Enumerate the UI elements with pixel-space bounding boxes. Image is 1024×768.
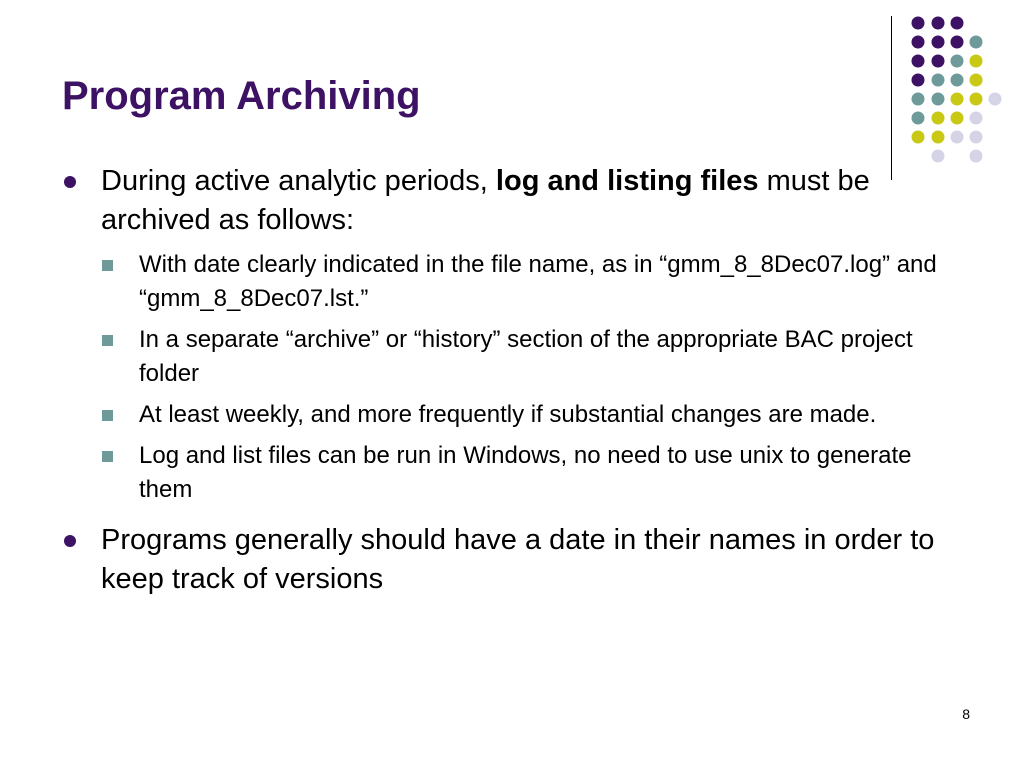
decor-dot-yellow: [951, 112, 964, 125]
sub-bullet-item: [64, 323, 964, 391]
sub-bullet-text: With date clearly indicated in the file name, as in “gmm_8_8Dec07.log” and “gmm_8_8Dec07.lst.”: [139, 251, 937, 312]
square-bullet-icon: [102, 451, 113, 462]
decor-dot-yellow: [912, 131, 925, 144]
slide-content: [64, 162, 964, 607]
bullet-text-intro: During active analytic periods,: [101, 165, 496, 197]
decor-dot-purple: [912, 55, 925, 68]
decor-dot-lavender: [970, 150, 983, 163]
decor-dot-yellow: [970, 74, 983, 87]
decor-dot-lavender: [932, 150, 945, 163]
decor-dot-yellow: [951, 93, 964, 106]
divider-line: [891, 16, 892, 180]
bullet-dot-icon: [64, 535, 76, 547]
sub-bullet-text: At least weekly, and more frequently if substantial changes are made.: [139, 401, 877, 428]
decor-dot-yellow: [932, 131, 945, 144]
decor-dot-teal: [912, 112, 925, 125]
decor-dot-purple: [951, 36, 964, 49]
decor-dot-yellow: [970, 93, 983, 106]
decor-dot-teal: [970, 36, 983, 49]
bullet-item-program-names: [64, 521, 964, 599]
sub-bullet-item: [64, 248, 964, 316]
decor-dot-purple: [912, 17, 925, 30]
sub-bullet-text: In a separate “archive” or “history” section of the appropriate BAC project folder: [139, 326, 913, 387]
decor-dot-lavender: [989, 93, 1002, 106]
bullet-text: Programs generally should have a date in their names in order to keep track of versions: [101, 524, 935, 595]
sub-bullet-list: [64, 248, 964, 507]
square-bullet-icon: [102, 260, 113, 271]
decor-dot-teal: [932, 93, 945, 106]
decor-dot-teal: [932, 74, 945, 87]
slide-title: Program Archiving: [62, 74, 421, 118]
decor-dot-purple: [932, 17, 945, 30]
decor-dot-purple: [912, 74, 925, 87]
sub-bullet-item: [64, 439, 964, 507]
decor-dot-purple: [912, 36, 925, 49]
bullet-item-archiving: [64, 162, 964, 240]
decor-dot-lavender: [970, 112, 983, 125]
bullet-text-continuation: must be archived as follows:: [101, 165, 870, 236]
decor-dot-teal: [912, 93, 925, 106]
sub-bullet-text: Log and list files can be run in Windows, no need to use unix to generate them: [139, 442, 912, 503]
bullet-dot-icon: [64, 176, 76, 188]
decor-dot-teal: [951, 74, 964, 87]
decor-dot-purple: [932, 36, 945, 49]
square-bullet-icon: [102, 410, 113, 421]
sub-bullet-item: [64, 398, 964, 432]
decor-dot-teal: [951, 55, 964, 68]
decor-dot-yellow: [970, 55, 983, 68]
decor-dot-lavender: [970, 131, 983, 144]
decor-dot-yellow: [932, 112, 945, 125]
page-number: 8: [962, 706, 970, 722]
decor-dot-purple: [951, 17, 964, 30]
square-bullet-icon: [102, 335, 113, 346]
decor-dot-purple: [932, 55, 945, 68]
decor-dot-lavender: [951, 131, 964, 144]
bullet-text-emphasis: log and listing files: [495, 165, 759, 197]
